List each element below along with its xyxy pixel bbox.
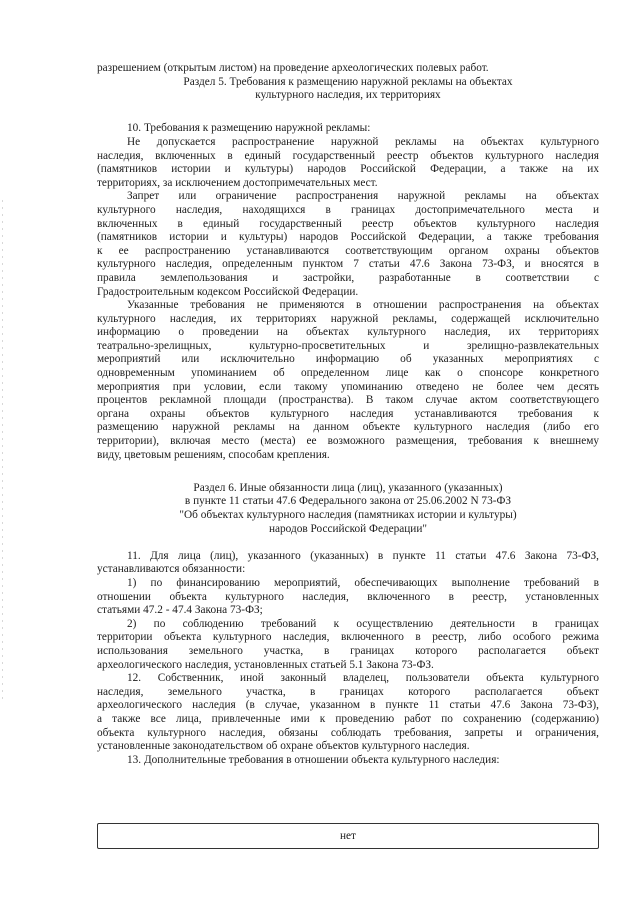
document-body — [97, 62, 599, 767]
section5-title: Раздел 5. Требования к размещению наружной рекламы на объектах культурного наследия, их территориях — [183, 75, 513, 102]
top-line: разрешением (открытым листом) на проведение археологических полевых работ. — [97, 62, 489, 74]
paragraph-10b: Запрет или ограничение распространения наружной рекламы на объектах культурного наследия, находящихся в границах достопримечательного места и включенных в единый государственный реестр объектов культурного наследия (памятников истории и культуры) народов Российской Федерации, а также требования к ее распространению устанавливаются соответствующим органом охраны объектов культурного наследия, определенным пунктом 7 статьи 47.6 Закона 73-ФЗ, и вносятся в правила землепользования и застройки, разработанные в соответствии с Градостроительным кодексом Российской Федерации. — [97, 190, 599, 298]
paragraph-10c: Указанные требования не применяются в отношении распространения на объектах культурного наследия, их территориях наружной рекламы, содержащей исключительно информацию о проведении на объектах культурного наследия, их территориях театрально-зрелищных, культурно-просветительных и зрелищно-развлекательных мероприятий или исключительно информацию об указанных мероприятиях с одновременным упоминанием об определенном лице как о спонсоре конкретного мероприятия при условии, если такому упоминанию отведено не более чем десять процентов рекламной площади (пространства). В таком случае актом соответствующего органа охраны объектов культурного наследия устанавливаются требования к размещению наружной рекламы на данном объекте культурного наследия (либо его территории), включая место (места) ее возможного размещения, требования к внешнему виду, цветовым решениям, способам крепления. — [97, 299, 599, 461]
additional-requirements-box — [97, 823, 599, 849]
paragraph-11-1: 1) по финансированию мероприятий, обеспечивающих выполнение требований в отношении объекта культурного наследия, включенного в реестр, установленных статьями 47.2 - 47.4 Закона 73-ФЗ; — [97, 576, 599, 617]
paragraph-13: 13. Дополнительные требования в отношении объекта культурного наследия: — [127, 753, 500, 766]
scan-edge-mark — [2, 200, 3, 700]
section6-title: Раздел 6. Иные обязанности лица (лиц), указанного (указанных) в пункте 11 статьи 47.6 Федерального закона от 25.06.2002 N 73-ФЗ "Об объектах культурного наследия (памятниках истории и культуры) народов Российской Федерации" — [179, 481, 517, 535]
item10-heading: 10. Требования к размещению наружной рекламы: — [127, 122, 371, 135]
box-value: нет — [340, 830, 356, 842]
paragraph-10a: Не допускается распространение наружной рекламы на объектах культурного наследия, включенных в единый государственный реестр объектов культурного наследия (памятников истории и культуры) народов Российской Федерации, а также на их территориях, за исключением достопримечательных мест. — [97, 135, 599, 189]
paragraph-11: 11. Для лица (лиц), указанного (указанных) в пункте 11 статьи 47.6 Закона 73-ФЗ, устанавливаются обязанности: — [97, 549, 599, 576]
paragraph-11-2: 2) по соблюдению требований к осуществлению деятельности в границах территории объекта культурного наследия, включенного в реестр, либо особого режима использования земельного участка, в границах которого располагается объект археологического наследия, установленных статьей 5.1 Закона 73-ФЗ. — [97, 617, 599, 671]
paragraph-12: 12. Собственник, иной законный владелец, пользователи объекта культурного наследия, земельного участка, в границах которого располагается объект археологического наследия (в случае, указанном в пункте 11 статьи 47.6 Закона 73-ФЗ), а также все лица, привлеченные ими к проведению работ по сохранению (содержанию) объекта культурного наследия, обязаны соблюдать требования, запреты и ограничения, установленные законодательством об охране объектов культурного наследия. — [97, 672, 599, 753]
